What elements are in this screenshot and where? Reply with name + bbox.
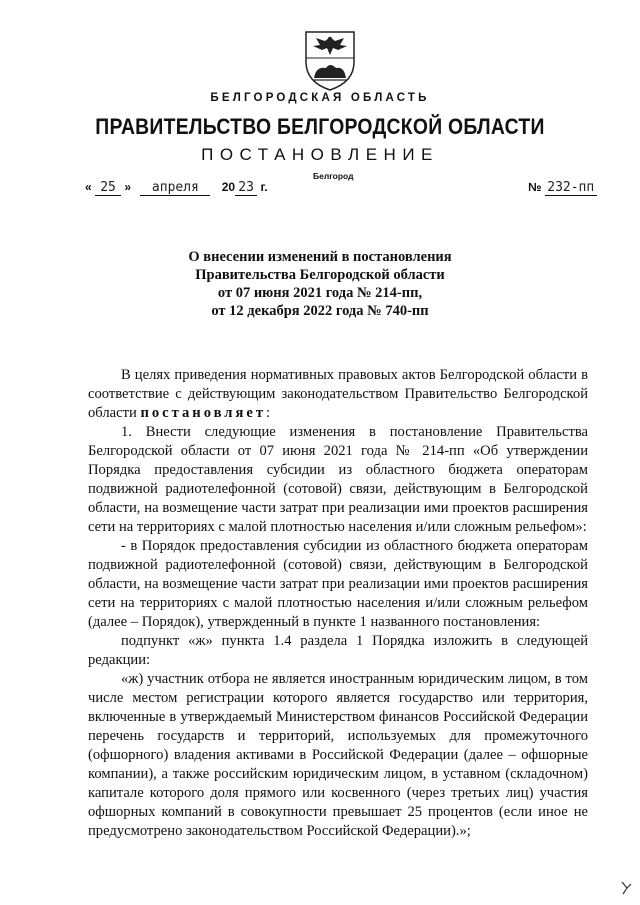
city-name: Белгород (313, 171, 354, 181)
region-name: БЕЛГОРОДСКАЯ ОБЛАСТЬ (210, 92, 430, 104)
date-year-unit: г. (260, 180, 268, 194)
document-type: ПОСТАНОВЛЕНИЕ (201, 145, 439, 164)
document-body (88, 366, 588, 841)
body-paragraph-order: - в Порядок предоставления субсидии из областного бюджета операторам подвижной радиотелефонной (сотовой) связи, действующим в Белгородской области, на возмещение части затрат при реализации ими проектов расширения сети на территориях с малой плотностью населения и/или сложным рельефом (далее – Порядок), утвержденный в пункте 1 названного постановления: (88, 538, 588, 630)
subject-line: от 12 декабря 2022 года № 740-пп (211, 303, 429, 319)
date-month: апреля (140, 180, 210, 196)
date-year-suffix: 23 (235, 180, 257, 196)
date-year-prefix: 20 (221, 180, 236, 194)
corner-mark-icon (619, 880, 633, 896)
preamble-text: В целях приведения нормативных правовых актов Белгородской области в соответствие с действующим законодательством Правительство Белгородской области (88, 367, 588, 421)
government-title: ПРАВИТЕЛЬСТВО БЕЛГОРОДСКОЙ ОБЛАСТИ (95, 114, 545, 139)
coat-of-arms-icon (300, 28, 360, 92)
document-date (85, 180, 268, 196)
document-number (528, 180, 597, 196)
subject-line: от 07 июня 2021 года № 214-пп, (217, 285, 423, 301)
body-paragraph-item-1: 1. Внести следующие изменения в постановление Правительства Белгородской области от 07 июня 2021 года № 214-пп «Об утверждении Порядка предоставления субсидии из областного бюджета операторам подвижной радиотелефонной (сотовой) связи, действующим в Белгородской области, на возмещение части затрат при реализации ими проектов расширения сети на территориях с малой плотностью населения и/или сложным рельефом»: (88, 424, 588, 535)
number-value: 232-пп (545, 180, 597, 196)
date-quote-close: » (124, 180, 132, 194)
preamble-end: : (266, 405, 271, 421)
document-subject (0, 248, 640, 320)
date-quote-open: « (85, 180, 92, 194)
preamble-keyword: постановляет (140, 405, 267, 421)
body-paragraph-new-wording: «ж) участник отбора не является иностранным юридическим лицом, в том числе местом регистрации которого является государство или территория, включенные в утверждаемый Министерством финансов Российской Федерации перечень государств и территорий, используемых для промежуточного (офшорного) владения активами в Российской Федерации (далее – офшорные компании), а также российским юридическим лицом, в уставном (складочном) капитале которого доля прямого или косвенного (через третьих лиц) участия офшорных компаний в совокупности превышает 25 процентов (если иное не предусмотрено законодательством Российской Федерации).»; (88, 671, 588, 839)
body-paragraph-subpoint: подпункт «ж» пункта 1.4 раздела 1 Порядка изложить в следующей редакции: (88, 633, 588, 668)
subject-line: Правительства Белгородской области (195, 267, 445, 283)
number-sign: № (528, 180, 542, 194)
subject-line: О внесении изменений в постановления (188, 249, 452, 265)
date-day: 25 (95, 180, 121, 196)
body-paragraph-preamble (88, 366, 588, 423)
